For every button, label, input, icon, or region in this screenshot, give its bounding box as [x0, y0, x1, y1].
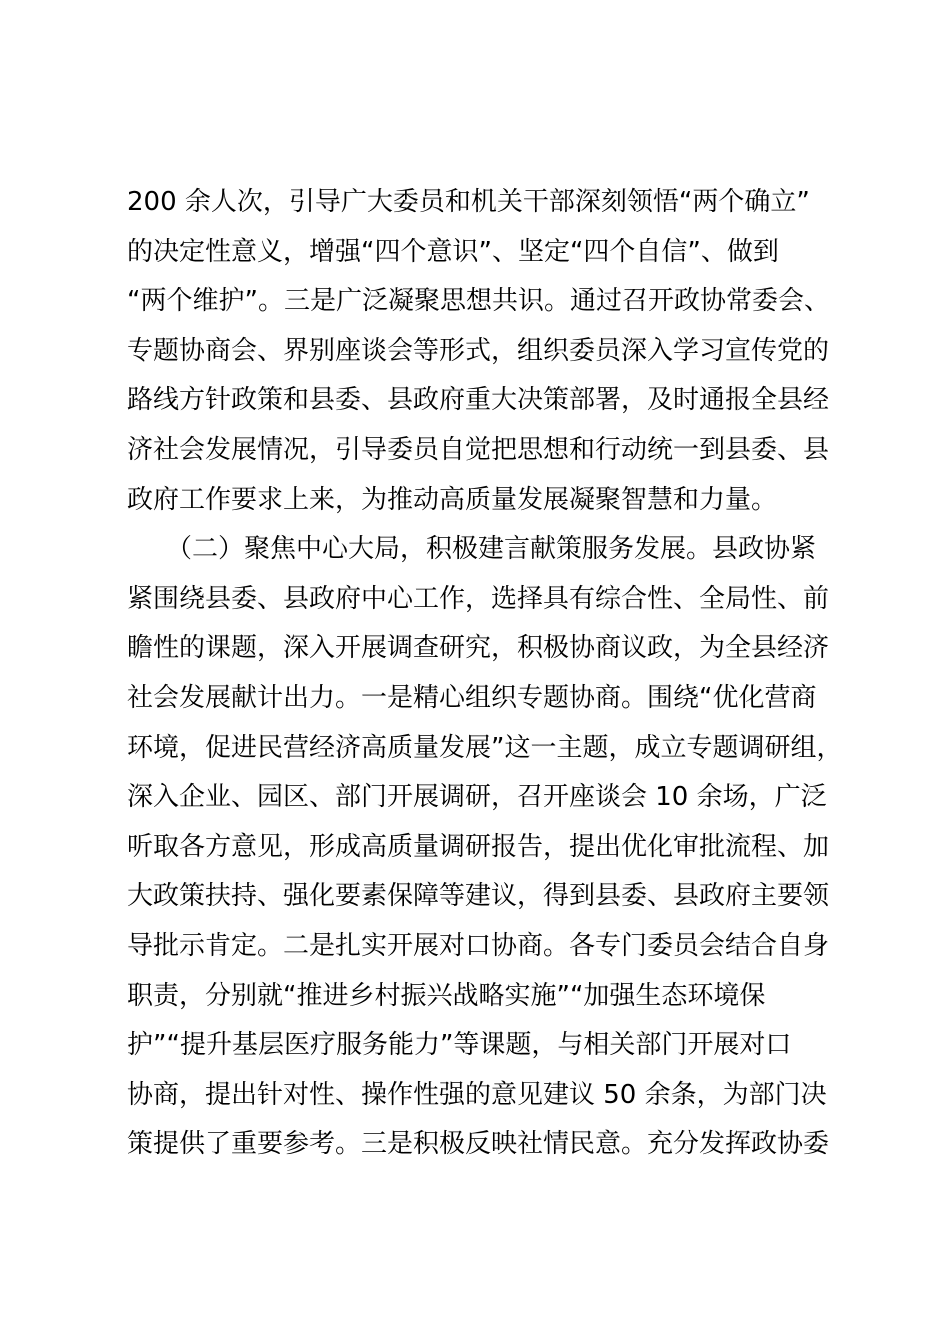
body-text	[127, 178, 867, 1170]
text-line: 济社会发展情况，引导委员自觉把思想和行动统一到县委、县	[127, 434, 830, 465]
text-line: 政府工作要求上来，为推动高质量发展凝聚智慧和力量。	[127, 484, 778, 515]
text-line: 大政策扶持、强化要素保障等建议，得到县委、县政府主要领	[127, 881, 830, 912]
text-line: 的决定性意义，增强“四个意识”、坚定“四个自信”、做到	[127, 236, 779, 267]
text-line: 路线方针政策和县委、县政府重大决策部署，及时通报全县经	[127, 385, 830, 416]
text-line: 社会发展献计出力。一是精心组织专题协商。围绕“优化营商	[127, 682, 817, 713]
text-line: 专题协商会、界别座谈会等形式，组织委员深入学习宣传党的	[127, 335, 830, 366]
text-line: “两个维护”。三是广泛凝聚思想共识。通过召开政协常委会、	[127, 286, 830, 317]
text-line: 紧围绕县委、县政府中心工作，选择具有综合性、全局性、前	[127, 583, 830, 614]
text-line: 协商，提出针对性、操作性强的意见建议 50 余条，为部门决	[127, 1079, 827, 1110]
text-line: 策提供了重要参考。三是积极反映社情民意。充分发挥政协委	[127, 1129, 830, 1160]
text-line: 听取各方意见，形成高质量调研报告，提出优化审批流程、加	[127, 831, 830, 862]
text-line: 瞻性的课题，深入开展调查研究，积极协商议政，为全县经济	[127, 633, 830, 664]
text-line: 职责，分别就“推进乡村振兴战略实施”“加强生态环境保	[127, 980, 766, 1011]
text-line: 环境，促进民营经济高质量发展”这一主题，成立专题调研组，	[127, 732, 843, 763]
text-line: 导批示肯定。二是扎实开展对口协商。各专门委员会结合自身	[127, 930, 830, 961]
text-line: 护”“提升基层医疗服务能力”等课题，与相关部门开展对口	[127, 1030, 792, 1061]
text-line: 200 余人次，引导广大委员和机关干部深刻领悟“两个确立”	[127, 187, 810, 217]
text-line: （二）聚焦中心大局，积极建言献策服务发展。县政协紧	[127, 534, 817, 565]
text-line: 深入企业、园区、部门开展调研，召开座谈会 10 余场，广泛	[127, 782, 827, 813]
